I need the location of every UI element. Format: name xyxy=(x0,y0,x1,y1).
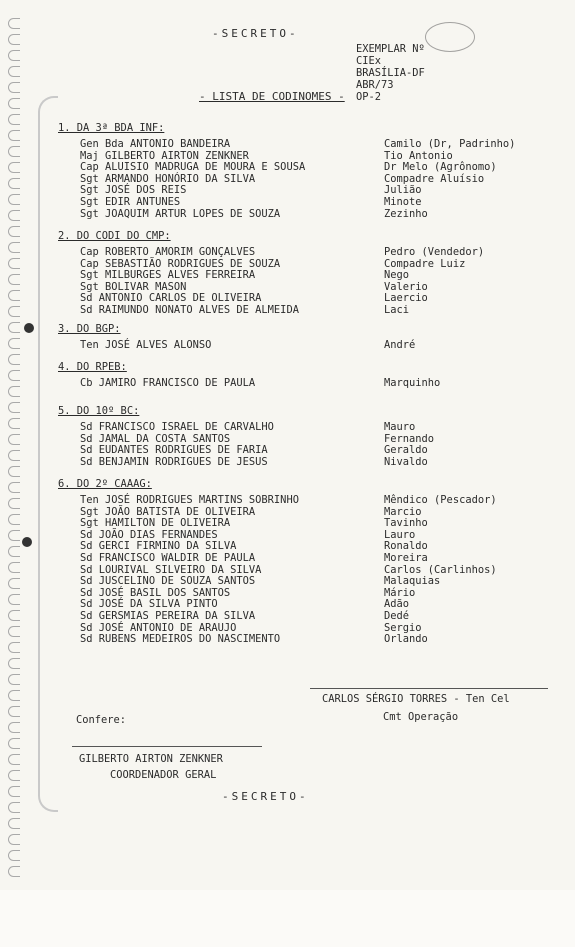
person-name: Sd FRANCISCO WALDIR DE PAULA xyxy=(80,552,256,564)
confere-signature-line xyxy=(72,746,262,747)
person-name: Cap SEBASTIÃO RODRIGUES DE SOUZA xyxy=(80,257,281,270)
person-name: Sgt BOLIVAR MASON xyxy=(80,280,187,293)
person-name: Sgt JOSÉ DOS REIS xyxy=(80,184,187,197)
section-heading: 6. DO 2º CAAAG: xyxy=(58,478,152,490)
perforation-hole xyxy=(8,194,20,205)
person-name: Sd EUDANTES RODRIGUES DE FARIA xyxy=(80,444,268,457)
perforation-hole xyxy=(8,178,20,189)
section-heading: 3. DO BGP: xyxy=(58,323,121,335)
perforation-hole xyxy=(8,530,20,541)
perforation-hole xyxy=(8,162,20,173)
section-heading: 2. DO CODI DO CMP: xyxy=(58,230,171,242)
codename: Dedé xyxy=(384,610,410,622)
person-name: Maj GILBERTO AIRTON ZENKNER xyxy=(80,149,249,162)
perforation-hole xyxy=(8,754,20,765)
person-name: Sd JOSÉ ANTONIO DE ARAUJO xyxy=(80,621,237,634)
codename: Compadre Luiz xyxy=(384,257,466,270)
person-name: Sd LOURIVAL SILVEIRO DA SILVA xyxy=(80,563,262,576)
codename: Marcio xyxy=(384,505,422,518)
person-name: Sgt ARMANDO HONÓRIO DA SILVA xyxy=(80,172,256,185)
copy-number-stamp xyxy=(425,22,475,52)
perforation-hole xyxy=(8,242,20,253)
perforation-hole xyxy=(8,738,20,749)
codename: Camilo (Dr, Padrinho) xyxy=(384,138,516,150)
person-name: Cap ALUISIO MADRUGA DE MOURA E SOUSA xyxy=(80,161,306,174)
document-title: - LISTA DE CODINOMES - xyxy=(199,90,345,103)
operation-label: OP-2 xyxy=(356,91,382,103)
perforation-hole xyxy=(8,514,20,525)
section-heading: 1. DA 3ª BDA INF: xyxy=(58,122,165,134)
person-name: Sd FRANCISCO ISRAEL DE CARVALHO xyxy=(80,421,274,433)
person-name: Sgt JOAQUIM ARTUR LOPES DE SOUZA xyxy=(80,207,281,220)
person-name: Sd JAMAL DA COSTA SANTOS xyxy=(80,432,231,445)
person-name: Sgt HAMILTON DE OLIVEIRA xyxy=(80,517,231,530)
person-name: Cb JAMIRO FRANCISCO DE PAULA xyxy=(80,377,256,389)
perforation-hole xyxy=(8,146,20,157)
perforation-hole xyxy=(8,802,20,813)
person-name: Gen Bda ANTONIO BANDEIRA xyxy=(80,138,231,150)
codename: Tio Antonio xyxy=(384,149,453,162)
person-name: Cap ROBERTO AMORIM GONÇALVES xyxy=(80,246,256,258)
perforation-hole xyxy=(8,386,20,397)
person-name: Sd JOÃO DIAS FERNANDES xyxy=(80,528,218,541)
codename: Laci xyxy=(384,304,410,316)
codename: Minote xyxy=(384,196,422,208)
person-name: Sd ANTONIO CARLOS DE OLIVEIRA xyxy=(80,292,262,305)
perforation-hole xyxy=(8,434,20,445)
perforation-hole xyxy=(8,562,20,573)
codename: Valerio xyxy=(384,280,428,293)
perforation-hole xyxy=(8,818,20,829)
person-name: Sgt MILBURGES ALVES FERREIRA xyxy=(80,269,256,282)
perforation-hole xyxy=(8,226,20,237)
perforation-hole xyxy=(8,290,20,301)
codename: Sergio xyxy=(384,621,422,634)
person-name: Sd BENJAMIN RODRIGUES DE JESUS xyxy=(80,455,268,468)
perforation-hole xyxy=(8,338,20,349)
codename: Orlando xyxy=(384,633,428,646)
person-name: Ten JOSÉ ALVES ALONSO xyxy=(80,339,212,351)
perforation-hole xyxy=(8,674,20,685)
codename: Fernando xyxy=(384,432,435,445)
codename: Marquinho xyxy=(384,377,441,389)
punch-hole-mark xyxy=(24,323,34,333)
section-heading: 4. DO RPEB: xyxy=(58,361,127,373)
codename: Moreira xyxy=(384,552,428,564)
section-heading: 5. DO 10º BC: xyxy=(58,405,140,417)
perforation-hole xyxy=(8,770,20,781)
perforation-hole xyxy=(8,706,20,717)
classification-top: -SECRETO- xyxy=(212,27,299,40)
perforation-hole xyxy=(8,594,20,605)
perforation-hole xyxy=(8,578,20,589)
perforation-hole xyxy=(8,786,20,797)
codename: Nivaldo xyxy=(384,455,428,468)
person-name: Sgt EDIR ANTUNES xyxy=(80,196,181,208)
perforation-hole xyxy=(8,690,20,701)
confere-role: COORDENADOR GERAL xyxy=(110,769,217,781)
perforation-hole xyxy=(8,850,20,861)
perforation-hole xyxy=(8,274,20,285)
person-name: Ten JOSÉ RODRIGUES MARTINS SOBRINHO xyxy=(80,494,299,506)
org-label: CIEx xyxy=(356,55,382,67)
perforation-hole xyxy=(8,642,20,653)
signatory-name: CARLOS SÉRGIO TORRES - Ten Cel xyxy=(322,693,510,705)
confere-label: Confere: xyxy=(76,714,127,726)
perforation-hole xyxy=(8,722,20,733)
perforation-hole xyxy=(8,834,20,845)
codename: Laercio xyxy=(384,292,428,305)
person-name: Sd RUBENS MEDEIROS DO NASCIMENTO xyxy=(80,633,281,646)
perforation-hole xyxy=(8,610,20,621)
punch-hole-mark xyxy=(22,537,32,547)
perforation-hole xyxy=(8,482,20,493)
perforation-hole xyxy=(8,50,20,61)
perforation-hole xyxy=(8,466,20,477)
codename: Malaquias xyxy=(384,575,441,588)
perforation-hole xyxy=(8,130,20,141)
codename: Mauro xyxy=(384,421,416,433)
codename: Mário xyxy=(384,586,416,599)
perforation-hole xyxy=(8,18,20,29)
codename: Lauro xyxy=(384,528,416,541)
codename: Mêndico (Pescador) xyxy=(384,494,497,506)
perforation-hole xyxy=(8,306,20,317)
perforation-hole xyxy=(8,402,20,413)
person-name: Sd GERSMIAS PEREIRA DA SILVA xyxy=(80,610,256,622)
person-name: Sgt JOÃO BATISTA DE OLIVEIRA xyxy=(80,505,256,518)
perforation-hole xyxy=(8,498,20,509)
codename: Julião xyxy=(384,184,422,197)
perforation-holes xyxy=(8,18,24,878)
perforation-hole xyxy=(8,450,20,461)
perforation-hole xyxy=(8,626,20,637)
perforation-hole xyxy=(8,210,20,221)
page-margin xyxy=(0,890,575,947)
codename: Tavinho xyxy=(384,517,428,530)
codename: Carlos (Carlinhos) xyxy=(384,563,497,576)
perforation-hole xyxy=(8,546,20,557)
codename: Pedro (Vendedor) xyxy=(384,246,485,258)
perforation-hole xyxy=(8,114,20,125)
person-name: Sd JUSCELINO DE SOUZA SANTOS xyxy=(80,575,256,588)
codename: Dr Melo (Agrônomo) xyxy=(384,161,497,174)
perforation-hole xyxy=(8,98,20,109)
perforation-hole xyxy=(8,418,20,429)
perforation-hole xyxy=(8,66,20,77)
codename: Zezinho xyxy=(384,207,428,220)
perforation-hole xyxy=(8,658,20,669)
signatory-role: Cmt Operação xyxy=(383,711,459,723)
place-label: BRASÍLIA-DF xyxy=(356,67,425,79)
codename: Nego xyxy=(384,269,410,282)
exemplar-label: EXEMPLAR Nº xyxy=(356,43,425,55)
classification-bottom: -SECRETO- xyxy=(222,790,309,803)
codename: Ronaldo xyxy=(384,540,428,553)
person-name: Sd JOSÉ DA SILVA PINTO xyxy=(80,598,218,611)
codename: Geraldo xyxy=(384,444,428,457)
codename: Compadre Aluísio xyxy=(384,172,485,185)
person-name: Sd RAIMUNDO NONATO ALVES DE ALMEIDA xyxy=(80,304,299,316)
perforation-hole xyxy=(8,866,20,877)
perforation-hole xyxy=(8,370,20,381)
perforation-hole xyxy=(8,82,20,93)
person-name: Sd JOSÉ BASIL DOS SANTOS xyxy=(80,586,231,599)
perforation-hole xyxy=(8,258,20,269)
perforation-hole xyxy=(8,354,20,365)
person-name: Sd GERCI FIRMINO DA SILVA xyxy=(80,540,237,553)
confere-name: GILBERTO AIRTON ZENKNER xyxy=(79,753,223,765)
margin-bracket-mark xyxy=(38,96,58,812)
signature-line xyxy=(310,688,548,689)
perforation-hole xyxy=(8,322,20,333)
codename: André xyxy=(384,339,416,351)
perforation-hole xyxy=(8,34,20,45)
date-label: ABR/73 xyxy=(356,79,394,91)
codename: Adão xyxy=(384,598,410,611)
